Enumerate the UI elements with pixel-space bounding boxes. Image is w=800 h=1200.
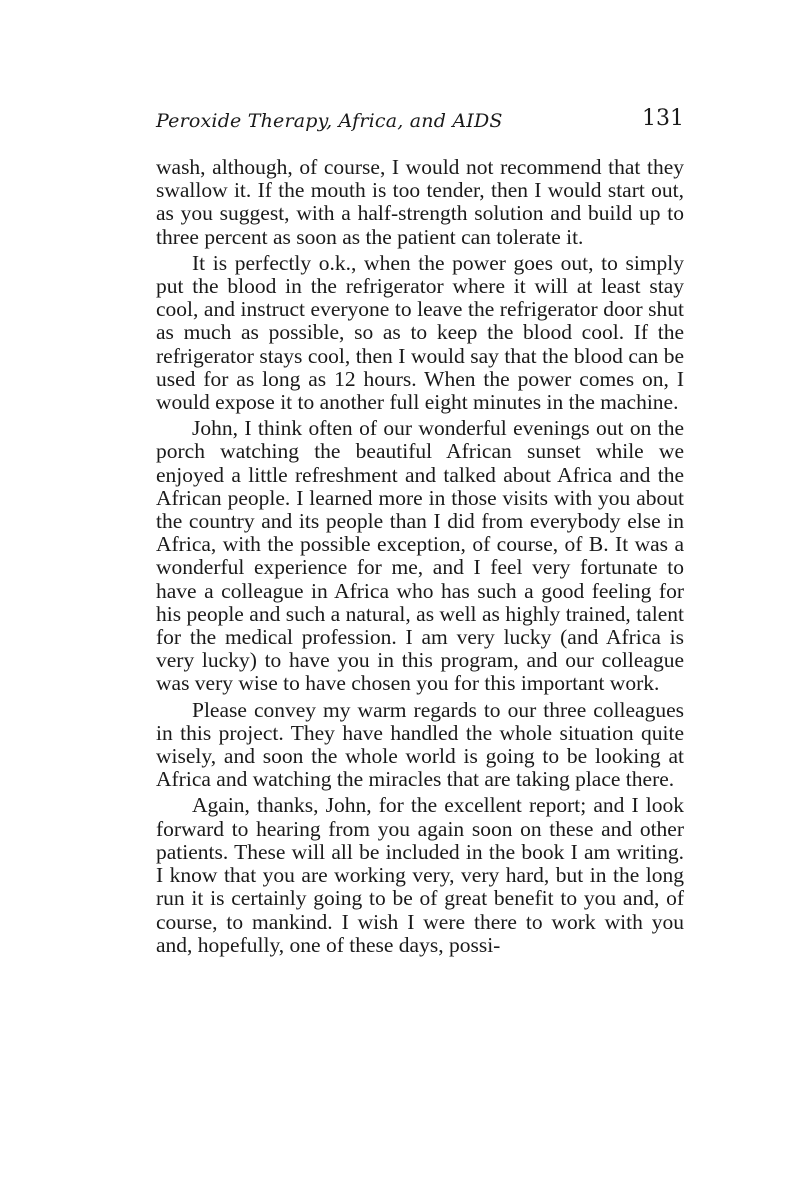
paragraph: It is perfectly o.k., when the power goes out, to simply put the blood in the refrigerator where it will at least stay cool, and instruct everyone to leave the refrigerator door shut as much as possible, so as to keep the blood cool. If the refrigerator stays cool, then I would say that the blood can be used for as long as 12 hours. When the power comes on, I would expose it to another full eight minutes in the machine.: [156, 250, 684, 415]
paragraph: John, I think often of our wonderful evenings out on the porch watching the beautiful African sunset while we enjoyed a little refreshment and talked about Africa and the African people. I learned more in those visits with you about the country and its people than I did from everybody else in Africa, with the possible exception, of course, of B. It was a wonderful experience for me, and I feel very fortunate to have a colleague in Africa who has such a good feeling for his people and such a natural, as well as highly trained, talent for the medical profession. I am very lucky (and Africa is very lucky) to have you in this program, and our colleague was very wise to have chosen you for this important work.: [156, 416, 684, 696]
paragraph: Please convey my warm regards to our three colleagues in this project. They have handled the whole situation quite wisely, and soon the whole world is going to be looking at Africa and watching the miracles that are taking place there.: [156, 697, 684, 792]
running-header: [156, 106, 684, 136]
page-number: 131: [642, 106, 684, 131]
paragraph: Again, thanks, John, for the excellent report; and I look forward to hearing from you again soon on these and other patients. These will all be included in the book I am writing. I know that you are working very, very hard, but in the long run it is certainly going to be of great benefit to you and, of course, to mankind. I wish I were there to work with you and, hopefully, one of these days, possi-: [156, 793, 684, 957]
body-text: [156, 156, 684, 960]
running-title: Peroxide Therapy, Africa, and AIDS: [156, 110, 503, 132]
paragraph: wash, although, of course, I would not recommend that they swallow it. If the mouth is too tender, then I would start out, as you suggest, with a half-strength solution and build up to three percent as soon as the patient can tolerate it.: [156, 155, 684, 249]
